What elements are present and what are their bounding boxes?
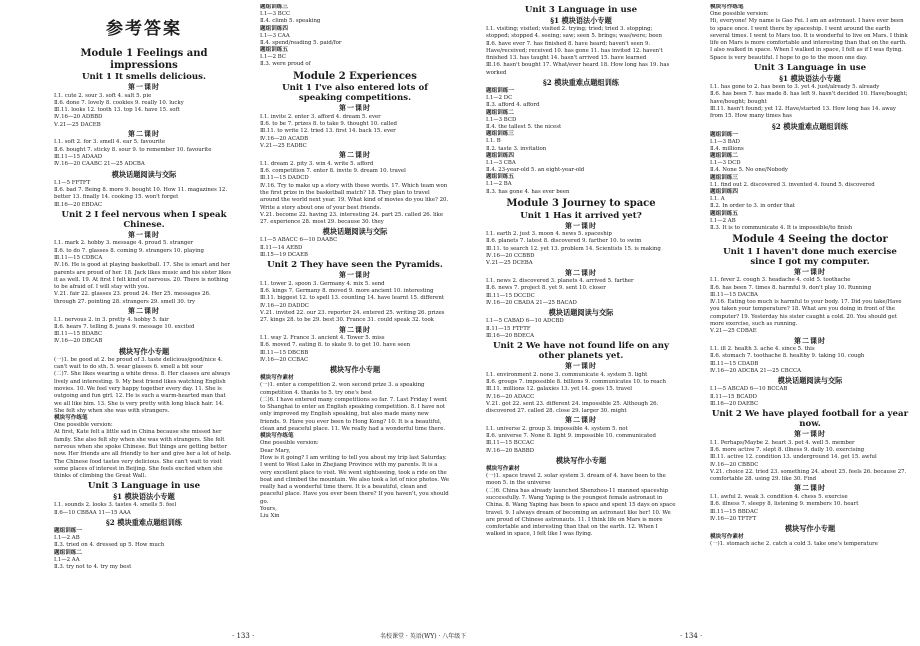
answer-line: Ⅱ.6. done 7. lovely 8. cookies 9. really 10. lucky	[54, 99, 184, 106]
answer-line: Ⅳ.16—20 CAABC 21—25 ADCBA	[54, 161, 145, 168]
answer-line: Ⅰ.1. find out 2. discovered 3. invented 4. found 5. discovered	[710, 181, 875, 188]
answer-line: Ⅲ.16—20 BDECA	[486, 332, 534, 339]
answer-line: Ⅰ.1—2 AA	[54, 556, 80, 563]
subsection-label: 模块写作练笔	[260, 433, 294, 440]
answer-line: Ⅰ.1. cute 2. sour 3. soft 4. salt 5. pie	[54, 92, 152, 99]
page-title: 参考答案	[106, 19, 182, 39]
answer-line: Ⅱ.4. climb 5. speaking	[260, 18, 321, 25]
answer-line: Ⅲ.11. millions 12. galaxies 13. yet 14. goes 15. travel	[486, 386, 632, 393]
answer-line: Ⅰ.1. dream 2. pity 3. win 4. write 5. afford	[260, 160, 374, 167]
answer-line: Ⅰ.1—2 AB	[54, 535, 80, 542]
answer-line: Ⅲ.11. active 12. condition 13. underground 14. get 15. awful	[710, 454, 877, 461]
answer-line: Ⅱ.4. 23-year-old 5. an eight-year-old	[486, 167, 585, 174]
answer-line: Ⅲ.11. biggest 12. to spell 13. counting 14. have learnt 15. different	[260, 295, 444, 302]
subsection-label: 题组训练三	[486, 131, 514, 138]
answer-line: Ⅲ.11—15 DBCBB	[260, 349, 309, 356]
lesson-heading: 第一课时	[128, 82, 160, 91]
answer-line: Ⅰ.1. visiting; visited; visited 2. trying; tried; tried 3. stopping; stopped; stopped 4. seeing; saw; seen 5. brings; was/were; been	[486, 26, 662, 40]
answer-line: Ⅰ.1—5 ABCAD 6—10 BCCAB	[710, 386, 788, 393]
answer-line: Ⅰ.1—3 CAA	[260, 32, 290, 39]
answer-line: Ⅳ.16—20 ADBBD	[54, 114, 103, 121]
answer-line: Ⅰ.1—3 DCD	[710, 160, 741, 167]
answer-line: Ⅳ.16. He is good at playing basketball. 17. She is smart and her parents are proud of her. 18. Jack likes music and his sister likes it as well. 19. At first I felt kind of nervous. 20. There is nothing to be afraid of. I will stay with you.	[54, 262, 232, 291]
answer-line: Ⅳ.16—20 ACADB	[260, 135, 309, 142]
answer-line: Ⅰ.1—5 ABACC 6—10 DAABC	[260, 237, 338, 244]
module-heading: Module 3 Journey to space	[506, 198, 656, 210]
unit-heading: Unit 1 I haven't done much exercise since I got my computer.	[723, 246, 897, 267]
unit-heading: Unit 3 Language in use	[753, 63, 867, 74]
answer-line: Ⅲ.11. to search 12. yet 13. problem 14. Scientists 15. is making	[486, 245, 661, 252]
answer-line: One possible version:	[260, 440, 319, 447]
answer-line: Ⅱ.6. hears 7. telling 8. jeans 9. message 10. excited	[54, 323, 195, 330]
answer-line: (二)6. I have entered many competitions so far. 7. Last Friday I went to Shanghai to enter an English speaking competition. 8. I have not only improved my English speaking, but also made many new friends. 9. Have you ever been to Hong Kong? 10. It is a beautiful, clean and peaceful place. 11. We really had a wonderful time there.	[260, 396, 447, 433]
answer-line: Ⅱ.3. tried on 4. dressed up 5. How much	[54, 542, 165, 549]
module-heading: Module 2 Experiences	[293, 70, 417, 82]
unit-heading: Unit 3 Language in use	[524, 5, 638, 15]
lesson-heading: 第一课时	[339, 270, 371, 280]
answer-line: Ⅱ.6. news 7. project 8. yet 9. sent 10. closer	[486, 285, 606, 292]
subsection-label: 题组训练四	[260, 25, 288, 32]
answer-line: Ⅲ.11—15 DACBA	[710, 291, 758, 298]
unit-heading: Unit 1 I've also entered lots of speaking competitions.	[282, 83, 428, 104]
answer-line: Ⅰ.1. B	[486, 138, 501, 145]
subsection-label: 题组训练三	[260, 4, 288, 10]
subsection-label: 题组训练二	[710, 153, 738, 160]
answer-line: One possible version:	[710, 11, 769, 17]
answer-line: Ⅳ.16—20 CCBBD	[486, 252, 535, 259]
subsection-label: 题组训练四	[710, 189, 738, 196]
answer-line: Ⅱ.2. In order to 3. in order that	[710, 203, 795, 210]
answer-line: Ⅰ.1—5 CABAD 6—10 ADCBD	[486, 318, 564, 325]
answer-line: Ⅴ.21—25 DACEB	[54, 121, 101, 128]
section-heading: §1 模块语法小专题	[113, 492, 175, 502]
module-heading: Module 1 Feelings and impressions	[80, 48, 208, 71]
lesson-heading: 第一课时	[128, 229, 160, 239]
answer-line: Ⅰ.1. mark 2. hobby 3. message 4. proud 5. stranger	[54, 240, 194, 247]
unit-heading: Unit 2 We have played football for a year now.	[711, 409, 909, 430]
answer-line: Ⅲ.11—15 CDBCA	[54, 254, 103, 261]
answer-line: Ⅲ.11—15 BDABC	[54, 331, 103, 338]
answer-line: Ⅰ.1—3 CBA	[486, 159, 516, 166]
answer-line: Ⅲ.11—15 BCCAC	[486, 440, 535, 447]
subsection-label: 题组训练五	[486, 174, 514, 181]
answer-line: Ⅳ.16—20 ADCBA 21—25 CBCCA	[710, 368, 801, 374]
answer-line: Ⅴ.21—25 DCEBA	[486, 260, 533, 267]
answer-line: Ⅳ.16—20 ADACC	[486, 393, 535, 400]
answer-line: Ⅳ.16—20 DADDC	[260, 302, 309, 309]
answer-line: Ⅰ.1—3 BCD	[486, 116, 517, 123]
answer-line: Ⅱ.6. to be 7. prizes 8. to take 9. thought 10. called	[260, 121, 397, 128]
lesson-heading: 第一课时	[794, 429, 826, 439]
answer-line: (一)1. enter a competition 2. won second prize 3. a speaking competition 4. thanks to 5. try one's best	[260, 382, 425, 396]
section-heading: §1 模块语法小专题	[779, 74, 841, 84]
answer-line: At first, Kate felt a little sad in China because she missed her family. She also felt shy when she was with strangers. She felt nervous when she spoke Chinese. But things are getting better now. Her friends are all friendly to her and give her a lot of help. The Chinese food tastes very delicious. She can't wait to visit some places of interest in Beijing. She feels excited when she thinks of climbing the Great Wall.	[54, 429, 232, 480]
section-heading: 模块写作小专题	[784, 524, 836, 534]
section-heading: 模块话题阅读与交际	[548, 308, 614, 318]
answer-line: Ⅰ.1. earth 2. just 3. moon 4. news 5. spaceship	[486, 231, 612, 238]
lesson-heading: 第一课时	[794, 266, 826, 276]
answer-line: Ⅲ.16—20 EBDAC	[54, 201, 102, 208]
answer-line: Ⅱ.3. were proud of	[260, 61, 311, 68]
column-4	[710, 4, 910, 548]
answer-line: Ⅱ.11—15 FTFTF	[486, 325, 531, 332]
answer-line: Ⅰ.1. environment 2. none 3. communicate 4. system 5. light	[486, 371, 648, 378]
section-heading: 模块写作小专题	[329, 365, 381, 375]
answer-line: Ⅱ.4. millions	[710, 145, 744, 152]
section-heading: 模块话题阅读与交际	[322, 227, 388, 237]
answer-line: Ⅱ.6. has been 7. has made 8. has left 9. hasn't decided 10. Have/bought; have/bought; bought	[710, 91, 908, 105]
module-heading: Module 4 Seeing the doctor	[732, 234, 888, 246]
subsection-label: 题组训练二	[54, 549, 82, 556]
answer-line: (二)7. She likes wearing a white dress. 8. Her classes are always lively and interesting. 9. My best friend likes watching English movies. 10. We feel very happy together every day. 11. She is outgoing and fun girl. 12. He is such a warm-hearted man that we all like him. 13. She is very pretty with long black hair. 14. She felt shy when she was with strangers.	[54, 371, 231, 414]
answer-line: Ⅰ.1. tower 2. spoon 3. Germany 4. mix 5. send	[260, 280, 385, 287]
answer-line: Ⅲ.16—20 DAEBC	[710, 400, 759, 407]
section-heading: 模块话题阅读与交际	[777, 376, 843, 386]
subsection-label: 题组训练五	[260, 47, 288, 54]
answer-line: Ⅰ.1. fever 2. cough 3. headache 4. cold 5. toothache	[710, 277, 851, 284]
answer-line: Ⅳ.16—20 TFTFT	[710, 515, 757, 522]
answer-line: Ⅱ.6. illness 7. sleepy 8. listening 9. members 10. heart	[710, 501, 859, 508]
answer-line: How is it going? I am writing to tell you about my trip last Saturday. I went to West Lake in Zhejiang Province with my parents. It is a very excellent place to visit. We went sightseeing, took a ride on the boat and climbed the mountain. We also took a lot of nice photos. We really had a wonderful time there. It is a beautiful, clean and peaceful place. Have you ever been there? If you haven't, you should go.	[260, 454, 450, 505]
unit-heading: Unit 2 I feel nervous when I speak Chinese.	[61, 209, 227, 230]
answer-line: Ⅲ.11. looks 12. tooth 13. top 14. have 15. soft	[54, 107, 180, 114]
answer-line: Ⅰ.1. Perhaps/Maybe 2. heart 3. pet 4. well 5. member	[710, 439, 855, 446]
answer-line: Ⅰ.1. has gone to 2. has been to 3. yet 4. just/already 5. already	[710, 84, 880, 91]
answer-line: Ⅱ.6. bought 7. sticky 8. sour 9. to remember 10. favourite	[54, 146, 212, 153]
answer-line: Ⅴ.21. choice 22. tried 23. something 24. about 25. feels 26. because 27. comfortable 28. using 29. like 30. Find	[710, 468, 907, 483]
answer-line: Ⅰ.1. news 2. discovered 3. planets 4. arrived 5. farther	[486, 278, 634, 285]
answer-line: Ⅲ.11. hasn't found; yet 12. Have/started 13. How long has 14. away from 15. How many times has	[710, 105, 896, 120]
answer-line: Dear Mary,	[260, 447, 291, 454]
answer-line: Ⅰ.1—3 BAD	[710, 138, 740, 145]
answer-line: Ⅰ.1. nervous 2. in 3. pretty 4. hobby 5. fair	[54, 316, 169, 323]
subsection-label: 题组训练一	[54, 528, 82, 535]
answer-line: Ⅳ.16. Try to make up a story with these words. 17. Which team won the first prize in the basketball match? 18. They plan to travel around the world next year. 19. What kind of movies do you like? 20. Write a story about one of your best friends.	[260, 182, 449, 211]
answer-line: Ⅴ.21. fair 22. glasses 23. proud 24. Her 25. messages 26. through 27. pointing 28. strangers 29. smell 30. try	[54, 291, 211, 305]
section-heading: §2 模块重难点题组训练	[772, 121, 848, 131]
lesson-heading: 第二课时	[339, 150, 371, 160]
answer-line: Ⅱ.6. moved 7. eating 8. to skate 9. to get 10. have seen	[260, 342, 411, 349]
answer-line: Ⅱ.4. the tallest 5. the nicest	[486, 123, 562, 130]
subsection-label: 模块写作素材	[260, 375, 294, 382]
answer-line: Ⅱ.6. more active 7. slept 8. illness 9. daily 10. exercising	[710, 446, 865, 453]
answer-line: Ⅱ.4. None 5. No one/Nobody	[710, 167, 788, 174]
answer-line: (一)1. stomach ache 2. catch a cold 3. take one's temperature	[710, 541, 878, 548]
subsection-label: 题组训练一	[486, 88, 514, 95]
lesson-heading: 第二课时	[565, 415, 597, 425]
answer-line: Ⅰ.1. way 2. France 3. ancient 4. Tower 5. miss	[260, 335, 385, 342]
lesson-heading: 第一课时	[565, 361, 597, 371]
answer-line: Ⅲ.15—19 DCAEB	[260, 252, 308, 259]
answer-line: Hi, everyone! My name is Gao Fei. I am an astronaut. I have ever been to space once. I went there by spaceship. I went around the earth several times. I went to Mars too. It is wonderful to live on Mars. I think life on Mars is more comfortable and interesting than that on the earth. I also walked in space. When I walked in space, I felt as if I was flying. Space is very beautiful. I hope to go to the moon one day.	[710, 18, 908, 61]
answer-line: (一)1. space travel 2. solar system 3. dream of 4. have been to the moon 5. in the universe	[486, 473, 666, 487]
unit-heading: Unit 1 It smells delicious.	[82, 72, 206, 82]
answer-line: Ⅱ.4. spend/reading 5. paid/for	[260, 39, 342, 46]
lesson-heading: 第二课时	[565, 267, 597, 277]
answer-line: Ⅲ.11—15 DADCD	[260, 175, 309, 182]
section-heading: §2 模块重难点题组训练	[106, 518, 182, 528]
subsection-label: 模块写作练笔	[710, 4, 744, 10]
page-number-left: · 133 ·	[232, 632, 255, 640]
answer-line: Ⅱ.6. to do 7. glasses 8. coming 9. strangers 10. playing	[54, 247, 204, 254]
lesson-heading: 第二课时	[128, 306, 160, 316]
footer-title: 名校课堂 · 英语(WY) · 八年级下	[380, 633, 467, 640]
answer-line: Ⅱ.11—14 AEBD	[260, 244, 303, 251]
lesson-heading: 第一课时	[339, 103, 371, 113]
answer-line: Ⅱ.6. bad 7. Being 8. more 9. bought 10. How 11. magazines 12. better 13. finally 14. cooking 15. won't forget	[54, 186, 228, 201]
answer-line: Ⅳ.16—20 BABBD	[486, 447, 535, 454]
answer-line: Ⅱ.6—10 CBBAA 11—15 AAA	[54, 509, 131, 516]
answer-line: Ⅰ.1—3 BCC	[260, 11, 291, 17]
unit-heading: Unit 3 Language in use	[87, 481, 201, 492]
answer-line: Ⅱ.3. has gone 4. has ever been	[486, 188, 570, 195]
lesson-heading: 第二课时	[794, 483, 826, 493]
answer-line: Ⅱ.6. competition 7. enter 8. invite 9. dream 10. travel	[260, 168, 406, 175]
answer-line: Ⅲ.11—15 ADAAD	[54, 154, 103, 161]
answer-line: Ⅴ.21. got 22. sent 23. different 24. impossible 25. Although 26. discovered 27. called 28. close 29. larger 30. might	[486, 400, 659, 415]
column-1-content	[54, 48, 234, 571]
subsection-label: 题组训练三	[710, 174, 738, 181]
answer-line: Ⅲ.16. hasn't bought 17. What/ever heard 18. How long has 19. has worked	[486, 62, 670, 76]
answer-line: Ⅴ.21. invited 22. our 23. reporter 24. entered 25. writing 26. prizes 27. kings 28. to be 29. best 30. France 31. could speak 32. took	[260, 310, 445, 324]
answer-line: Ⅰ.1—2 AB	[710, 217, 736, 224]
answer-line: Ⅰ.1. sounds 2. looks 3. tastes 4. smells 5. feel	[54, 502, 177, 509]
subsection-label: 题组训练一	[710, 131, 738, 138]
subsection-label: 题组训练四	[486, 152, 514, 159]
answer-line: Ⅲ.11—15 CDADB	[710, 360, 759, 367]
answer-line: Ⅱ.11—15 BCADD	[710, 393, 757, 400]
answer-line: Ⅱ.3. try not to 4. try my best	[54, 563, 132, 570]
answer-line: Ⅰ.1. soft 2. for 3. smell 4. ear 5. favourite	[54, 139, 166, 146]
answer-line: Ⅱ.6. groups 7. impossible 8. billions 9. communicates 10. to reach	[486, 378, 666, 385]
subsection-label: 模块写作练笔	[54, 415, 88, 422]
answer-line: Ⅳ.16—20 DBCAB	[54, 338, 103, 345]
answer-line: Ⅳ.16—20 CBADA 21—25 BACAD	[486, 299, 577, 306]
answer-line: Ⅳ.16—20 CBBDC	[710, 461, 759, 468]
answer-line: Ⅱ.2. taste 3. invitation	[486, 145, 547, 152]
answer-line: Ⅳ.16. Eating too much is harmful to your body. 17. Did you take/Have you taken your temperature? 18. What are you doing in front of the computer? 19. Yesterday his sister caught a cold. 20. You should get more exercise, such as running.	[710, 299, 902, 328]
answer-line: Ⅱ.3. afford 4. afford	[486, 102, 540, 109]
answer-line: (一)1. be good at 2. be proud of 3. taste delicious/good/nice 4. can't wait to do sth. 5. wear glasses 6. smell a bit sour	[54, 356, 223, 371]
lesson-heading: 第二课时	[794, 335, 826, 345]
answer-line: Ⅰ.1. awful 2. weak 3. condition 4. chess 5. exercise	[710, 493, 848, 500]
unit-heading: Unit 2 They have seen the Pyramids.	[267, 260, 443, 271]
answer-line: Ⅴ.21—25 EADBC	[260, 142, 307, 149]
answer-line: Ⅰ.1. A	[710, 196, 725, 203]
lesson-heading: 第一课时	[565, 220, 597, 230]
answer-line: Liu Xin	[260, 513, 280, 520]
answer-line: (二)6. China has already launched Shenzhou-11 manned spaceship successfully. 7. Wang Yaping is the youngest female astronaut in China. 8. Wang Yaping has been to space and spent 15 days on space travel. 9. I always dream of becoming an astronaut like her! 10. We are proud of Chinese astronauts. 11. I think life on Mars is more comfortable and interesting than that on the earth. 12. When I walked in space, I felt like I was flying.	[486, 487, 676, 538]
lesson-heading: 第二课时	[339, 324, 371, 334]
answer-line: Ⅱ.6. have ever 7. has finished 8. have heard; haven't seen 9. Have/received; received 10. has gone 11. has invited 12. haven't finished 13. has taught 14. hasn't arrived 15. have learned	[486, 40, 663, 62]
answer-line: Ⅰ.1—2 BC	[260, 54, 286, 61]
answer-line: Ⅱ.6. stomach 7. toothache 8. healthy 9. taking 10. cough	[710, 353, 865, 360]
section-heading: 模块写作小专题	[118, 346, 170, 356]
answer-line: Ⅱ.6. has been 7. times 8. harmful 9. don't play 10. Running	[710, 284, 872, 291]
answer-line: Ⅲ.11. to write 12. tried 13. first 14. back 15. ever	[260, 128, 396, 135]
answer-line: Ⅴ.21—25 CDBAE	[710, 328, 757, 335]
unit-heading: Unit 1 Has it arrived yet?	[520, 210, 642, 221]
subsection-label: 模块写作素材	[486, 466, 520, 473]
answer-line: Ⅰ.1. invite 2. enter 3. afford 4. dream 5. ever	[260, 113, 381, 120]
answer-line: Yours,	[260, 506, 277, 513]
section-heading: §1 模块语法小专题	[550, 16, 612, 25]
answer-line: Ⅱ.6. planets 7. latest 8. discovered 9. farther 10. to swim	[486, 238, 642, 245]
answer-line: Ⅱ.3. It is to communicate 4. It is impossible/to finish	[710, 224, 853, 231]
page-number-right: · 134 ·	[680, 632, 703, 640]
answer-line: Ⅰ.1. ill 2. health 3. ache 4. since 5. this	[710, 346, 815, 353]
unit-heading: Unit 2 We have not found life on any other planets yet.	[493, 341, 669, 362]
answer-line: One possible version:	[54, 422, 113, 429]
subsection-label: 模块写作素材	[710, 534, 744, 541]
answer-line: Ⅲ.11—15 BBDAC	[710, 508, 758, 515]
answer-line: Ⅰ.1—2 DC	[486, 95, 513, 102]
answer-line: Ⅰ.1—2 BA	[486, 181, 512, 188]
column-1	[54, 4, 234, 571]
answer-line: Ⅱ.6. kings 7. Germany 8. moved 9. more ancient 10. interesting	[260, 288, 434, 295]
section-heading: §2 模块重难点题组训练	[543, 78, 619, 88]
answer-line: Ⅰ.1—5 FFTFT	[54, 179, 91, 186]
lesson-heading: 第二课时	[128, 128, 160, 138]
answer-line: Ⅲ.11—15 DCCDC	[486, 292, 535, 299]
answer-line: Ⅱ.6. universe 7. None 8. light 9. impossible 10. communicated	[486, 433, 656, 440]
answer-line: Ⅴ.21. become 22. having 23. interesting 24. part 25. called 26. like 27. experience 28. most 29. because 30. they	[260, 211, 444, 226]
section-heading: 模块话题阅读与交际	[111, 169, 177, 179]
answer-line: Ⅰ.1. universe 2. group 3. impossible 4. system 5. not	[486, 425, 628, 432]
column-2	[260, 4, 450, 521]
column-3	[486, 4, 676, 539]
answer-line: Ⅳ.16—20 CCBAC	[260, 357, 309, 363]
subsection-label: 题组训练五	[710, 210, 738, 217]
section-heading: 模块写作小专题	[555, 456, 607, 466]
subsection-label: 题组训练二	[486, 109, 514, 116]
